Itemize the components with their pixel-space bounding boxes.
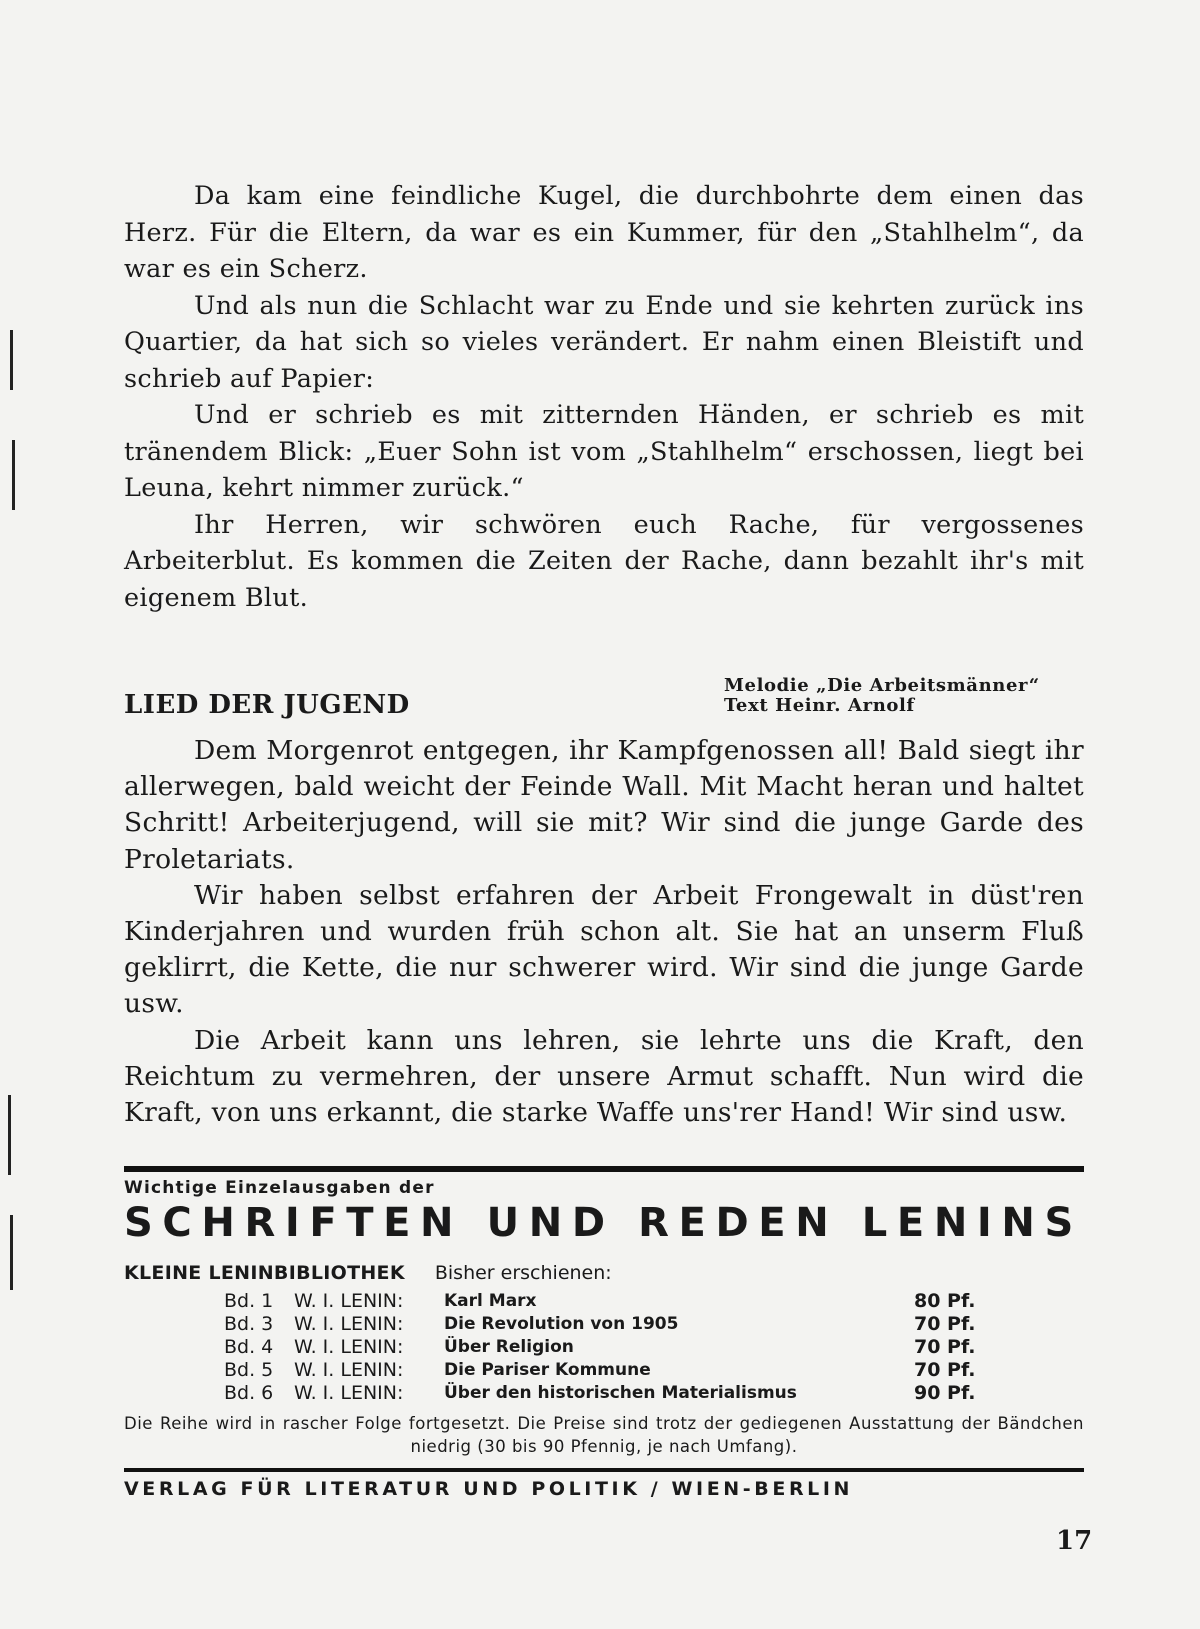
book-title: Die Revolution von 1905: [444, 1314, 679, 1334]
ad-series-line: [124, 1262, 1084, 1284]
divider-rule: [124, 1468, 1084, 1472]
book-price: 70 Pf.: [914, 1336, 976, 1358]
ad-note: Die Reihe wird in rascher Folge fortgesetzt. Die Preise sind trotz der gediegenen Ausstattung der Bändchen niedrig (30 bis 90 Pfennig, je nach Umfang).: [124, 1414, 1084, 1456]
book-author: W. I. LENIN:: [294, 1382, 404, 1404]
book-price: 90 Pf.: [914, 1382, 976, 1404]
ad-kicker: Wichtige Einzelausgaben der: [124, 1178, 435, 1198]
ad-headline: SCHRIFTEN UND REDEN LENINS: [124, 1200, 1083, 1246]
verse-paragraph: Und als nun die Schlacht war zu Ende und sie kehrten zurück ins Quartier, da hat sich so vieles verändert. Er nahm einen Bleistift und schrieb auf Papier:: [124, 290, 1084, 394]
book-price: 70 Pf.: [914, 1313, 976, 1335]
book-volume: Bd. 6: [224, 1382, 274, 1404]
page-number: 17: [1056, 1526, 1093, 1556]
list-item: [224, 1359, 984, 1382]
book-author: W. I. LENIN:: [294, 1313, 404, 1335]
melody-credit: Melodie „Die Arbeitsmänner“: [724, 675, 1040, 696]
scan-mark: [10, 1215, 13, 1290]
book-title: Karl Marx: [444, 1291, 537, 1311]
book-list: [224, 1290, 984, 1405]
book-author: W. I. LENIN:: [294, 1336, 404, 1358]
list-item: [224, 1290, 984, 1313]
book-price: 80 Pf.: [914, 1290, 976, 1312]
verse-paragraph: Da kam eine feindliche Kugel, die durchbohrte dem einen das Herz. Für die Eltern, da war es ein Kummer, für den „Stahlhelm“, da war es ein Scherz.: [124, 181, 1084, 284]
song-credits: [724, 676, 1040, 716]
scan-mark: [12, 440, 15, 510]
book-title: Über den historischen Materialismus: [444, 1383, 797, 1403]
song-header: [124, 676, 1084, 726]
divider-rule: [124, 1166, 1084, 1172]
verse-paragraph: Ihr Herren, wir schwören euch Rache, für vergossenes Arbeiterblut. Es kommen die Zeiten der Rache, dann bezahlt ihr's mit eigenem Blut.: [124, 509, 1084, 613]
scan-mark: [10, 330, 13, 390]
book-author: W. I. LENIN:: [294, 1290, 404, 1312]
book-volume: Bd. 1: [224, 1290, 274, 1312]
book-price: 70 Pf.: [914, 1359, 976, 1381]
list-item: [224, 1336, 984, 1359]
book-author: W. I. LENIN:: [294, 1359, 404, 1381]
verse-paragraph: Und er schrieb es mit zitternden Händen, er schrieb es mit tränendem Blick: „Euer Sohn ist vom „Stahlhelm“ erschossen, liegt bei Leuna, kehrt nimmer zurück.“: [124, 400, 1084, 503]
book-volume: Bd. 4: [224, 1336, 274, 1358]
series-note: Bisher erschienen:: [434, 1262, 612, 1284]
list-item: [224, 1382, 984, 1405]
book-volume: Bd. 3: [224, 1313, 274, 1335]
book-volume: Bd. 5: [224, 1359, 274, 1381]
publisher-line: VERLAG FÜR LITERATUR UND POLITIK / WIEN-BERLIN: [124, 1478, 854, 1500]
song-title: LIED DER JUGEND: [124, 690, 410, 720]
verse-paragraph: Die Arbeit kann uns lehren, sie lehrte uns die Kraft, den Reichtum zu vermehren, der unsere Armut schafft. Nun wird die Kraft, von uns erkannt, die starke Waffe uns'rer Hand! Wir sind usw.: [124, 1024, 1084, 1129]
book-title: Über Religion: [444, 1337, 574, 1357]
list-item: [224, 1313, 984, 1336]
series-name: KLEINE LENINBIBLIOTHEK: [124, 1262, 405, 1284]
book-title: Die Pariser Kommune: [444, 1360, 651, 1380]
text-credit: Text Heinr. Arnolf: [724, 695, 915, 716]
song-verses-continued: [124, 178, 1084, 616]
song-verses: [124, 733, 1084, 1131]
verse-paragraph: Wir haben selbst erfahren der Arbeit Frongewalt in düst'ren Kinderjahren und wurden früh schon alt. Sie hat an unserm Fluß geklirrt, die Kette, die nur schwerer wird. Wir sind die junge Garde usw.: [124, 879, 1084, 1020]
verse-paragraph: Dem Morgenrot entgegen, ihr Kampfgenossen all! Bald siegt ihr allerwegen, bald weicht der Feinde Wall. Mit Macht heran und haltet Schritt! Arbeiterjugend, will sie mit? Wir sind die junge Garde des Proletariats.: [124, 735, 1084, 875]
scan-mark: [8, 1095, 11, 1175]
